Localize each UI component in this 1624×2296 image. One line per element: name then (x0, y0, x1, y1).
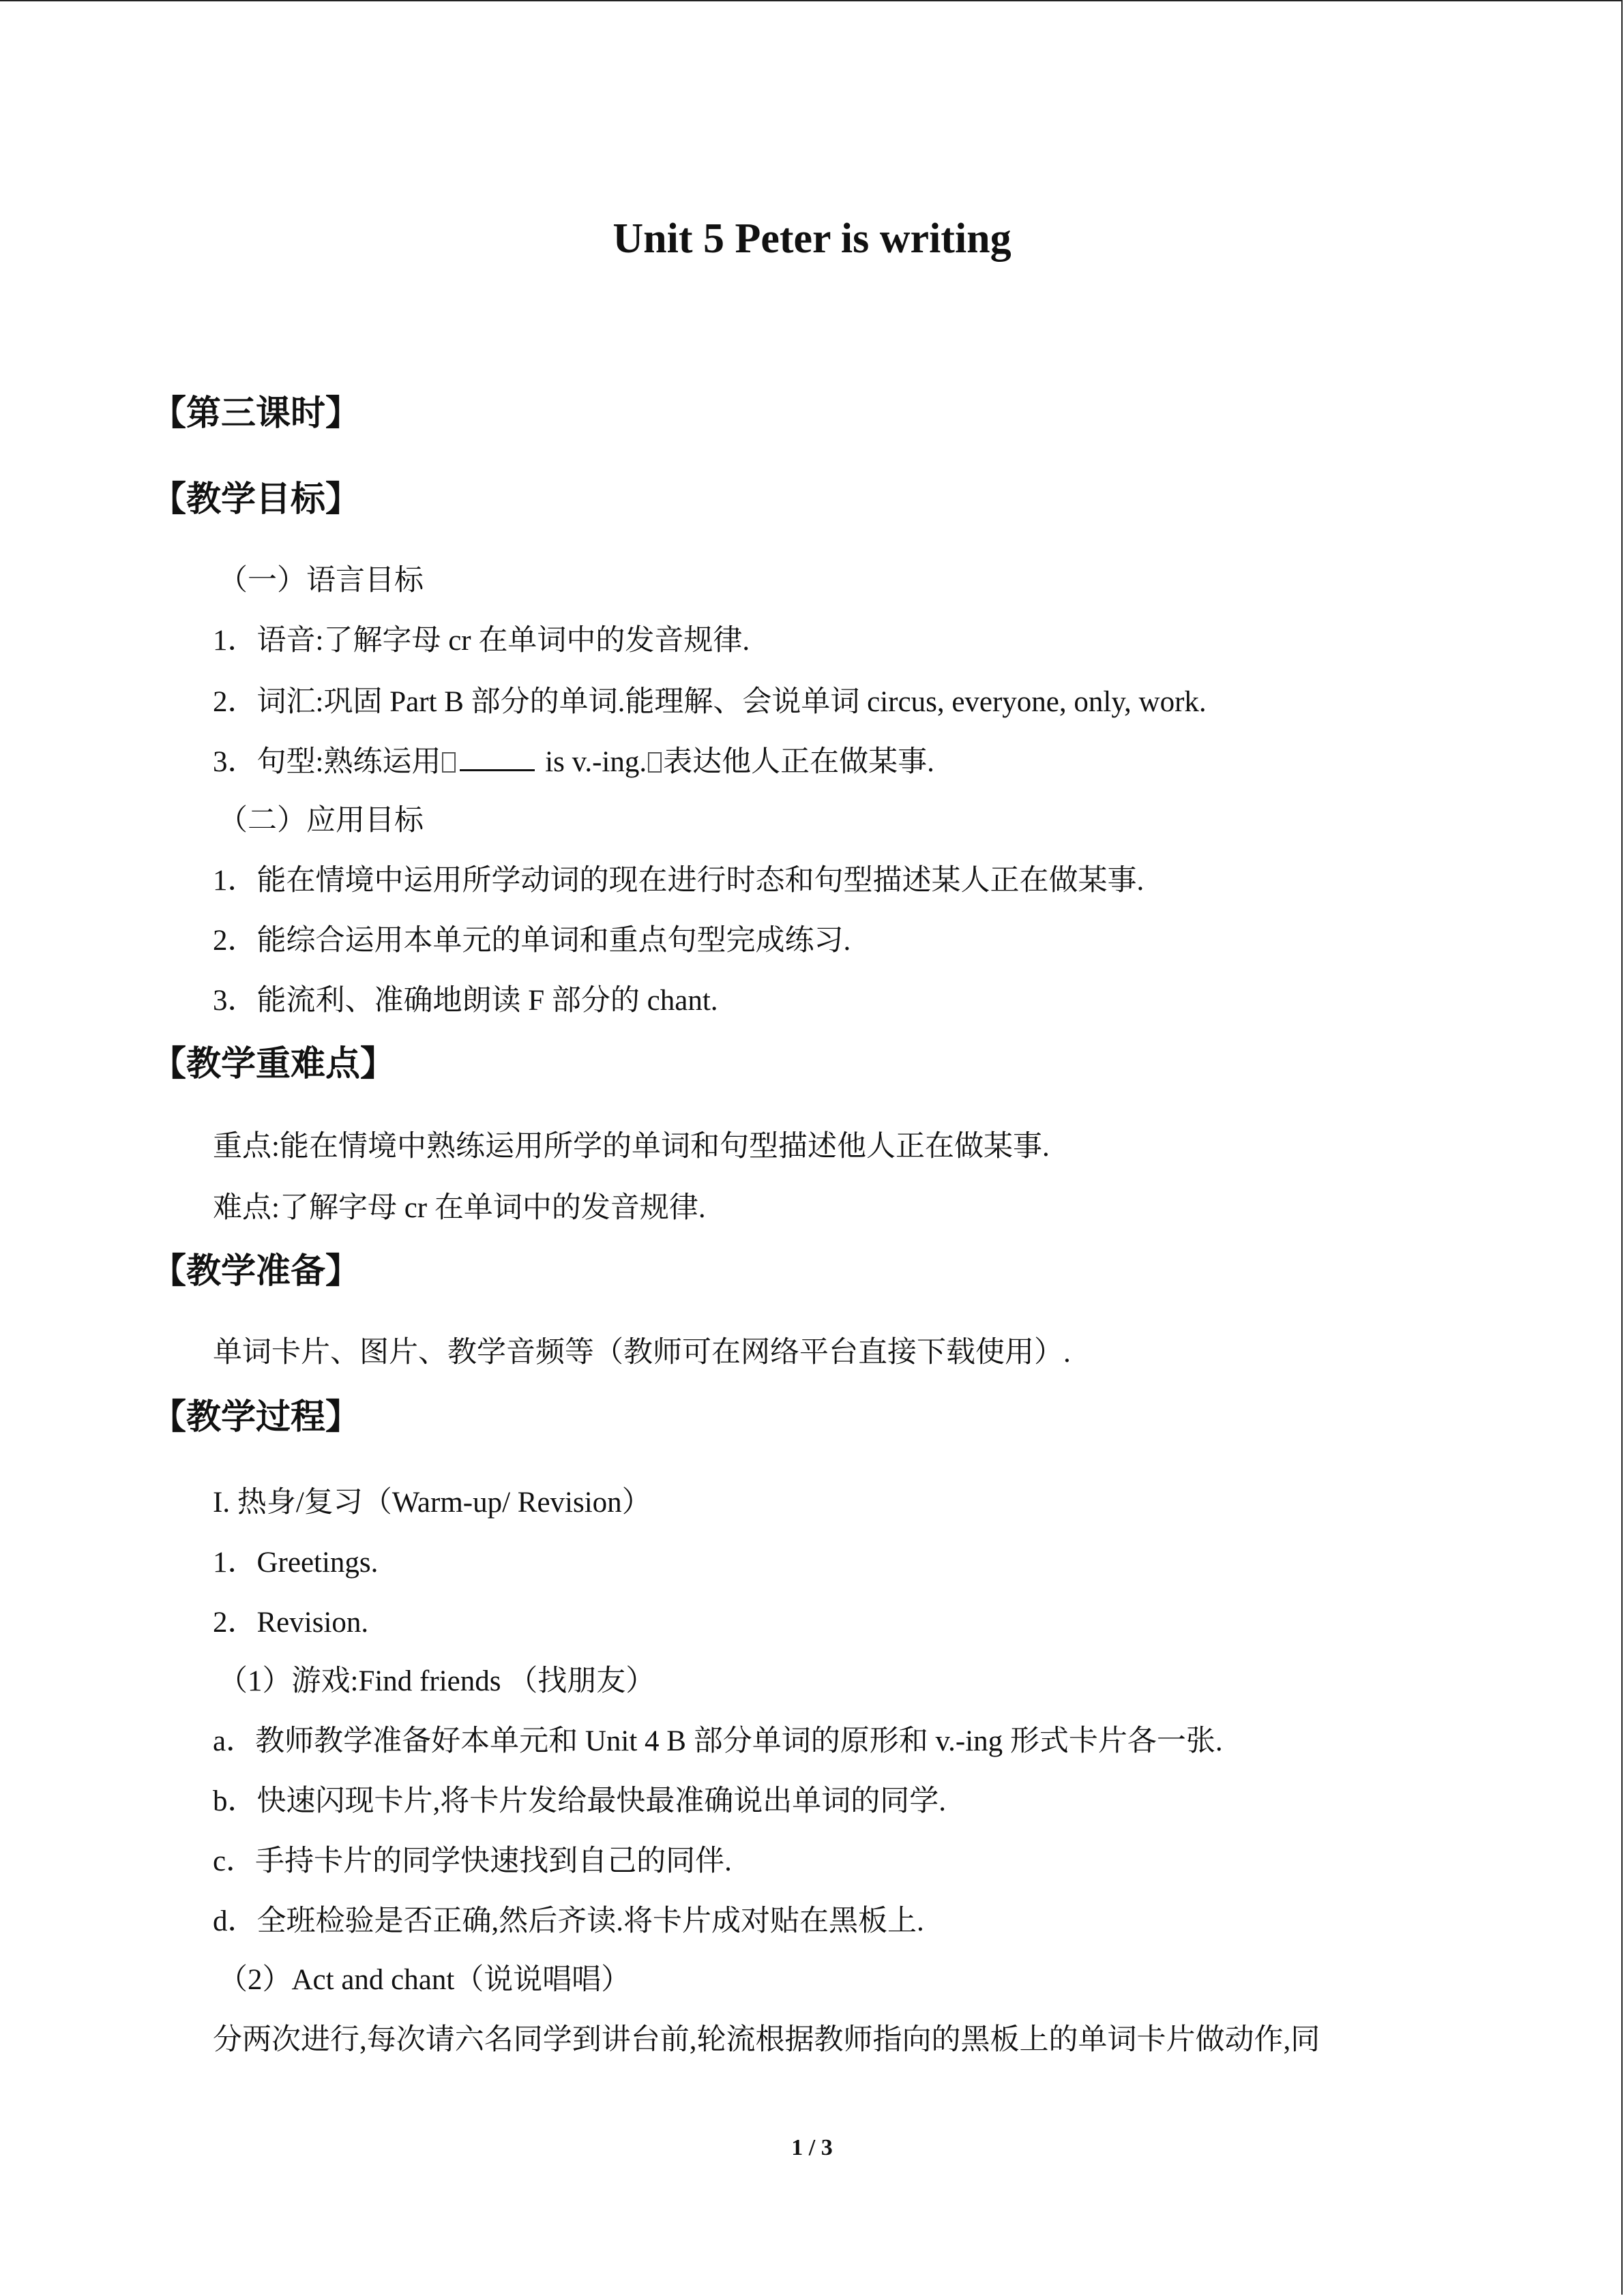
page-number: 1 / 3 (791, 2135, 833, 2160)
process-chant-title: （2）Act and chant（说说唱唱） (218, 1964, 631, 1996)
objective-language-3 (213, 742, 934, 783)
process-game-title: （1）游戏:Find friends （找朋友） (218, 1665, 655, 1697)
objective-language-3-middle: is v.-ing. (537, 746, 647, 778)
objectives-application-title: （二）应用目标 (218, 805, 424, 837)
fill-blank (460, 743, 535, 771)
process-section-1: I. 热身/复习（Warm-up/ Revision） (213, 1487, 651, 1519)
objective-application-3: 3．能流利、准确地朗读 F 部分的 chant. (213, 985, 718, 1017)
objective-language-3-prefix: 3．句型:熟练运用 (213, 746, 441, 778)
placeholder-box-icon (648, 752, 662, 773)
objective-language-2: 2．词汇:巩固 Part B 部分的单词.能理解、会说单词 circus, everyone, only, work. (213, 686, 1207, 718)
process-chant-text: 分两次进行,每次请六名同学到讲台前,轮流根据教师指向的黑板上的单词卡片做动作,同 (213, 2024, 1320, 2056)
process-game-c: c．手持卡片的同学快速找到自己的同伴. (213, 1845, 732, 1877)
keypoint-key: 重点:能在情境中熟练运用所学的单词和句型描述他人正在做某事. (213, 1131, 1050, 1163)
keypoint-difficult: 难点:了解字母 cr 在单词中的发音规律. (213, 1192, 706, 1224)
heading-process: 【教学过程】 (151, 1397, 361, 1437)
heading-objectives: 【教学目标】 (151, 479, 361, 520)
objective-application-1: 1．能在情境中运用所学动词的现在进行时态和句型描述某人正在做某事. (213, 865, 1145, 897)
process-game-a: a．教师教学准备好本单元和 Unit 4 B 部分单词的原形和 v.-ing 形式卡片各一张. (213, 1725, 1223, 1757)
document-title: Unit 5 Peter is writing (612, 215, 1012, 262)
heading-preparation: 【教学准备】 (151, 1251, 361, 1292)
objectives-language-title: （一）语言目标 (218, 565, 424, 597)
process-game-d: d．全班检验是否正确,然后齐读.将卡片成对贴在黑板上. (213, 1905, 924, 1937)
objective-application-2: 2．能综合运用本单元的单词和重点句型完成练习. (213, 925, 851, 957)
process-game-b: b．快速闪现卡片,将卡片发给最快最准确说出单词的同学. (213, 1785, 946, 1817)
heading-keypoints: 【教学重难点】 (151, 1044, 396, 1084)
process-step-1: 1．Greetings. (213, 1547, 379, 1579)
objective-language-1: 1．语音:了解字母 cr 在单词中的发音规律. (213, 625, 750, 657)
preparation-text: 单词卡片、图片、教学音频等（教师可在网络平台直接下载使用）. (213, 1337, 1071, 1369)
heading-lesson: 【第三课时】 (151, 393, 361, 434)
placeholder-box-icon (442, 752, 456, 773)
objective-language-3-suffix: 表达他人正在做某事. (663, 746, 934, 778)
process-step-2: 2．Revision. (213, 1607, 369, 1639)
